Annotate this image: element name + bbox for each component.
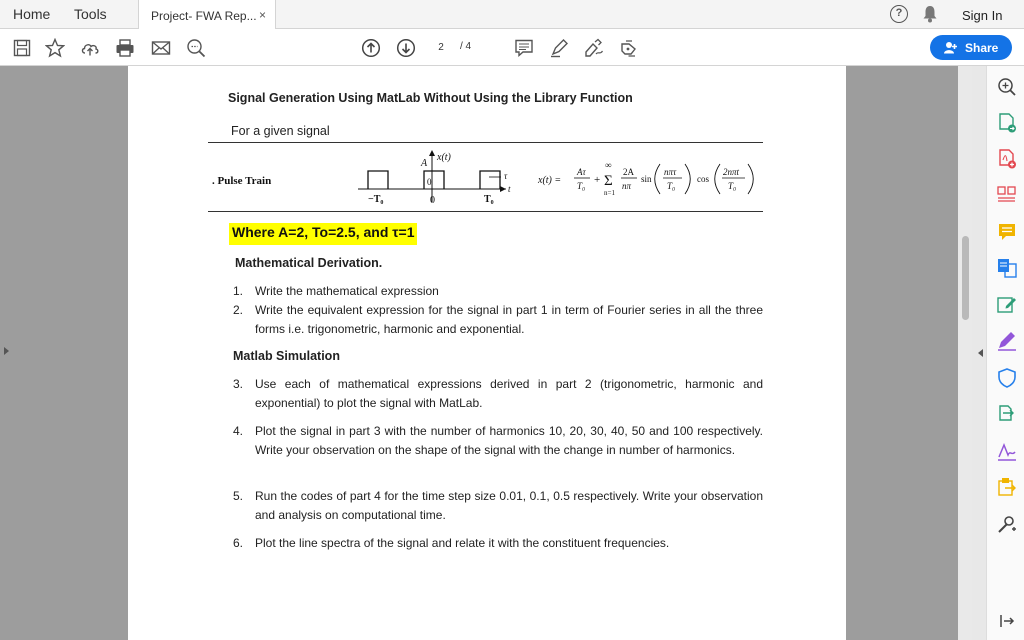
formula-sin: sin xyxy=(641,174,652,184)
tools-panel xyxy=(986,66,1024,640)
page-total: / 4 xyxy=(460,41,472,52)
menu-bar xyxy=(0,0,1024,29)
figure-bottom-rule xyxy=(208,211,763,212)
share-button[interactable] xyxy=(930,35,1012,60)
tick-zero: 0 xyxy=(430,195,435,206)
item-6-number: 6. xyxy=(233,536,244,550)
pulse-train-figure xyxy=(208,144,848,214)
comment-tool-icon[interactable] xyxy=(996,221,1018,243)
next-page-icon[interactable] xyxy=(396,38,416,58)
combine-files-icon[interactable] xyxy=(996,257,1018,279)
formula-npi: nπ xyxy=(622,181,632,191)
collapse-right-panel-icon[interactable] xyxy=(978,349,983,357)
document-page xyxy=(128,66,846,640)
request-signatures-icon[interactable] xyxy=(996,440,1018,462)
document-title: Signal Generation Using MatLab Without Using the Library Function xyxy=(228,91,633,105)
amplitude-label: A xyxy=(421,158,428,169)
search-zoom-icon[interactable] xyxy=(186,38,206,58)
notification-bell-icon[interactable] xyxy=(922,5,938,23)
pulse-train-label: . Pulse Train xyxy=(212,175,272,187)
formula-cos: cos xyxy=(697,174,709,184)
fill-sign-icon[interactable] xyxy=(619,38,639,58)
time-label: t xyxy=(508,184,511,194)
email-icon[interactable] xyxy=(151,38,171,58)
sign-in-link[interactable]: Sign In xyxy=(962,8,1003,23)
send-for-review-icon[interactable] xyxy=(996,476,1018,498)
tab-title: Project- FWA Rep... xyxy=(151,9,257,23)
comment-icon[interactable] xyxy=(514,38,534,58)
formula-infinity: ∞ xyxy=(605,160,612,170)
fill-and-sign-icon[interactable] xyxy=(996,330,1018,352)
save-icon[interactable] xyxy=(12,38,32,58)
item-2-text: Write the equivalent expression for the signal in part 1 in term of Fourier series in all the three forms i.e. trigonometric, harmonic and exponential. xyxy=(255,303,763,336)
formula-a-tau: Aτ xyxy=(577,167,586,177)
formula-lhs: x(t) = xyxy=(538,175,562,186)
menu-home[interactable]: Home xyxy=(13,6,51,22)
item-3-text: Use each of mathematical expressions derived in part 2 (trigonometric, harmonic and exponential) to plot the signal with MatLab. xyxy=(255,377,763,410)
collapse-tools-panel-icon[interactable] xyxy=(996,610,1018,632)
compare-files-icon[interactable] xyxy=(996,403,1018,425)
add-user-icon xyxy=(944,41,958,54)
tau-label: τ xyxy=(504,171,508,181)
menu-tools[interactable]: Tools xyxy=(74,6,107,22)
signal-label: x(t) xyxy=(437,152,451,163)
create-pdf-icon[interactable] xyxy=(996,148,1018,170)
more-tools-icon[interactable] xyxy=(996,514,1018,536)
prev-page-icon[interactable] xyxy=(361,38,381,58)
formula-sum: Σ xyxy=(604,173,613,189)
page-number-input[interactable] xyxy=(428,38,454,56)
parameters-highlight: Where A=2, To=2.5, and τ=1 xyxy=(229,223,417,245)
upload-cloud-icon[interactable] xyxy=(80,38,100,58)
toolbar xyxy=(0,29,1024,66)
item-1-text: Write the mathematical expression xyxy=(255,284,439,298)
formula-t0: T₀ xyxy=(577,181,586,191)
given-text: For a given signal xyxy=(231,124,330,138)
item-5-number: 5. xyxy=(233,489,244,503)
figure-top-rule xyxy=(208,142,763,143)
sign-icon[interactable] xyxy=(584,38,604,58)
right-gutter xyxy=(846,66,958,640)
small-zero-label: 0 xyxy=(427,177,432,187)
export-pdf-icon[interactable] xyxy=(996,112,1018,134)
item-1-number: 1. xyxy=(233,284,244,298)
formula-arg2: 2nπt xyxy=(723,167,740,177)
item-2-number: 2. xyxy=(233,303,244,317)
edit-pdf-icon[interactable] xyxy=(996,294,1018,316)
share-label: Share xyxy=(965,41,999,55)
zoom-in-icon[interactable] xyxy=(996,76,1018,98)
bookmark-star-icon[interactable] xyxy=(45,38,65,58)
formula-arg1-t0: T₀ xyxy=(667,181,676,191)
section-heading-simulation: Matlab Simulation xyxy=(233,349,340,363)
expand-left-panel-icon[interactable] xyxy=(4,347,9,355)
formula-arg1: nπτ xyxy=(664,167,677,177)
item-4-text: Plot the signal in part 3 with the number of harmonics 10, 20, 30, 40, 50 and 100 respectively. Write your observation on the shape of the signal with the change in number of harmonics. xyxy=(255,424,763,457)
print-icon[interactable] xyxy=(115,38,135,58)
item-5-text: Run the codes of part 4 for the time step size 0.01, 0.1, 0.5 respectively. Write your observation and analysis on computational time. xyxy=(255,489,763,522)
formula-arg2-t0: T₀ xyxy=(728,181,737,191)
tick-plus-t0: T₀ xyxy=(484,194,494,205)
formula-plus: + xyxy=(594,174,601,186)
formula-n1: n=1 xyxy=(604,189,615,197)
scrollbar-track[interactable] xyxy=(958,66,972,640)
item-3-number: 3. xyxy=(233,377,244,391)
left-gutter xyxy=(0,66,128,640)
protect-icon[interactable] xyxy=(996,367,1018,389)
tick-minus-t0: −T₀ xyxy=(368,194,384,205)
formula-2a: 2A xyxy=(623,167,634,177)
scrollbar-thumb[interactable] xyxy=(962,236,969,320)
document-tab[interactable] xyxy=(138,0,276,30)
item-6-text: Plot the line spectra of the signal and relate it with the constituent frequencies. xyxy=(255,536,670,550)
highlight-pen-icon[interactable] xyxy=(549,38,569,58)
close-tab-icon[interactable]: × xyxy=(258,8,266,22)
item-4-number: 4. xyxy=(233,424,244,438)
help-icon[interactable]: ? xyxy=(890,5,908,23)
section-heading-derivation: Mathematical Derivation. xyxy=(235,256,383,270)
organize-pages-icon[interactable] xyxy=(996,184,1018,206)
